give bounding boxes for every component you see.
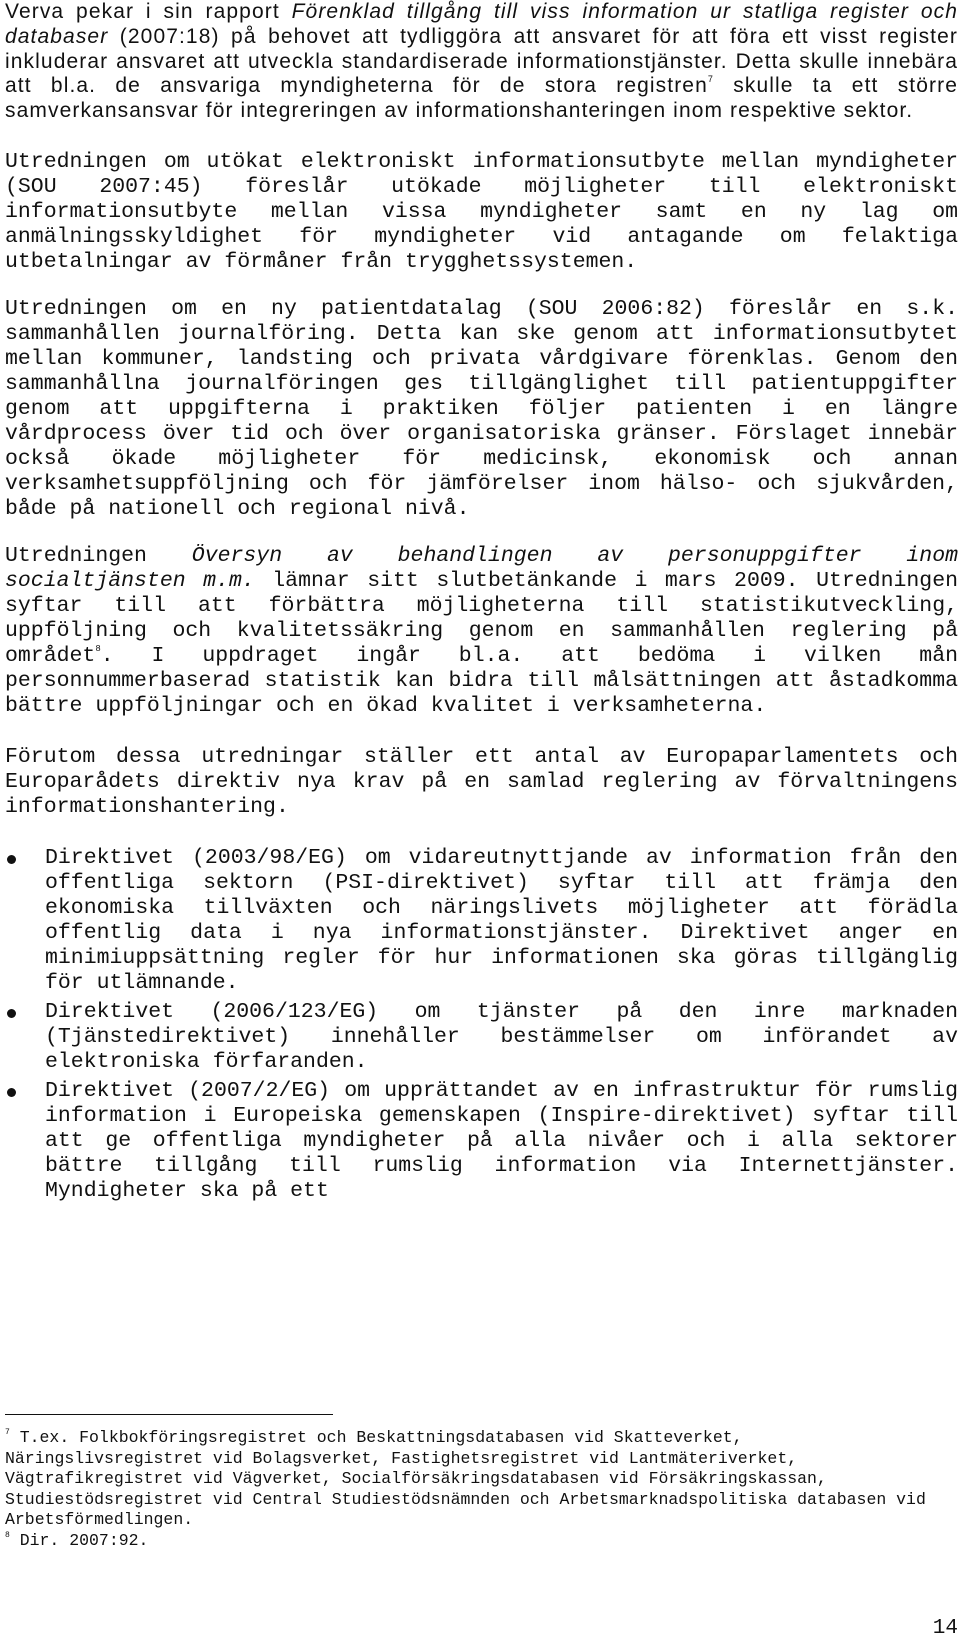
footnote-8	[5, 1531, 950, 1552]
footnote-7	[5, 1428, 950, 1531]
footnote-number: 7	[5, 1428, 10, 1437]
inquiry-title: Översyn av behandlingen av personuppgifter inom socialtjänsten m.m.	[5, 543, 959, 593]
list-item	[5, 1000, 958, 1075]
report-title: Förenklad tillgång till viss information ur statliga register och databaser	[5, 0, 958, 48]
footnote-reference[interactable]: 7	[707, 74, 714, 85]
paragraph-social-services-review	[5, 544, 958, 719]
footnote-text: T.ex. Folkbokföringsregistret och Beskattningsdatabasen vid Skatteverket, Näringslivsregistret vid Bolagsverket, Fastighetsregistret vid Lantmäteriverket, Vägtrafikregistret vid Vägverket, Socialförsäkringsdatabasen vid Försäkringskassan, Studiestödsregistret vid Central Studiestödsnämnden och Arbetsmarknadspolitiska databasen vid Arbetsförmedlingen.	[5, 1428, 926, 1529]
paragraph-information-exchange: Utredningen om utökat elektroniskt informationsutbyte mellan myndigheter (SOU 2007:45) föreslår utökade möjligheter till elektroniskt informationsutbyte mellan vissa myndigheter samt en ny lag om anmälningsskyldighet för myndigheter vid antagande om felaktiga utbetalningar av förmåner från trygghetssystemen.	[5, 149, 958, 274]
list-item-text: Direktivet (2006/123/EG) om tjänster på den inre marknaden (Tjänstedirektivet) innehåller bestämmelser om införandet av elektroniska förfaranden.	[45, 999, 958, 1074]
paragraph-text: . I uppdraget ingår bl.a. att bedöma i vilken mån personnummerbaserad statistik kan bidra till målsättningen att åstadkomma bättre uppföljningar och en ökad kvalitet i verksamheterna.	[5, 643, 958, 718]
list-item-text: Direktivet (2007/2/EG) om upprättandet av en infrastruktur för rumslig information i Europeiska gemenskapen (Inspire-direktivet) syftar till att ge offentliga myndigheter på alla nivåer och i alla sektorer bättre tillgång till rumslig information via Internettjänster. Myndigheter ska på ett	[45, 1078, 958, 1203]
paragraph-text: lämnar sitt slutbetänkande i mars 2009. Utredningen syftar till att förbättra möjligheterna till statistikutveckling, uppföljning och kvalitetssäkring genom en sammanhållen reglering på området	[5, 568, 958, 668]
footnote-reference[interactable]: 8	[95, 643, 101, 654]
list-item-text: Direktivet (2003/98/EG) om vidareutnyttjande av information från den offentliga sektorn (PSI-direktivet) syftar till att främja den ekonomiska tillväxten och näringslivets möjligheter att förädla offentlig data i nya informationstjänster. Direktivet anger en minimiuppsättning regler för hur informationen ska göras tillgänglig för utlämnande.	[45, 845, 958, 995]
paragraph-text: Utredningen	[5, 543, 192, 568]
paragraph-patient-data-law: Utredningen om en ny patientdatalag (SOU 2006:82) föreslår en s.k. sammanhållen journalföring. Detta kan ske genom att informationsutbytet mellan kommuner, landsting och privata vårdgivare förenklas. Genom den sammanhållna journalföringen ges tillgänglighet till patientuppgifter genom att uppgifterna i praktiken följer patienten i en längre vårdprocess över tid och över organisatoriska gränser. Förslaget innebär också ökade möjligheter för medicinsk, ekonomisk och annan verksamhetsuppföljning och för jämförelser inom hälso- och sjukvården, både på nationell och regional nivå.	[5, 296, 958, 521]
footnote-number: 8	[5, 1530, 10, 1540]
document-page	[5, 0, 958, 1208]
list-item	[5, 1079, 958, 1204]
bullet-icon	[7, 855, 16, 864]
bullet-icon	[7, 1009, 16, 1018]
bullet-icon	[7, 1088, 16, 1097]
footnote-text: Dir. 2007:92.	[9, 1530, 149, 1550]
footnotes	[5, 1428, 950, 1551]
page-number: 14	[932, 1617, 958, 1640]
list-item	[5, 846, 958, 996]
footnote-separator	[5, 1414, 333, 1415]
paragraph-text: skulle ta ett större samverkansansvar för integreringen av informationshanteringen inom respektive sektor.	[5, 74, 958, 123]
paragraph-text: (2007:18) på behovet att tydliggöra att ansvaret för att föra ett visst register inkluderar ansvaret att utveckla standardiserade informationstjänster. Detta skulle innebära att bl.a. de ansvariga myndigheterna för de stora registren	[5, 24, 958, 98]
directive-list	[5, 846, 958, 1204]
paragraph-eu-directives: Förutom dessa utredningar ställer ett antal av Europaparlamentets och Europarådets direktiv nya krav på en samlad reglering av förvaltningens informationshantering.	[5, 744, 958, 819]
paragraph-text: Verva pekar i sin rapport	[5, 0, 292, 23]
paragraph-verva-report	[5, 0, 958, 124]
